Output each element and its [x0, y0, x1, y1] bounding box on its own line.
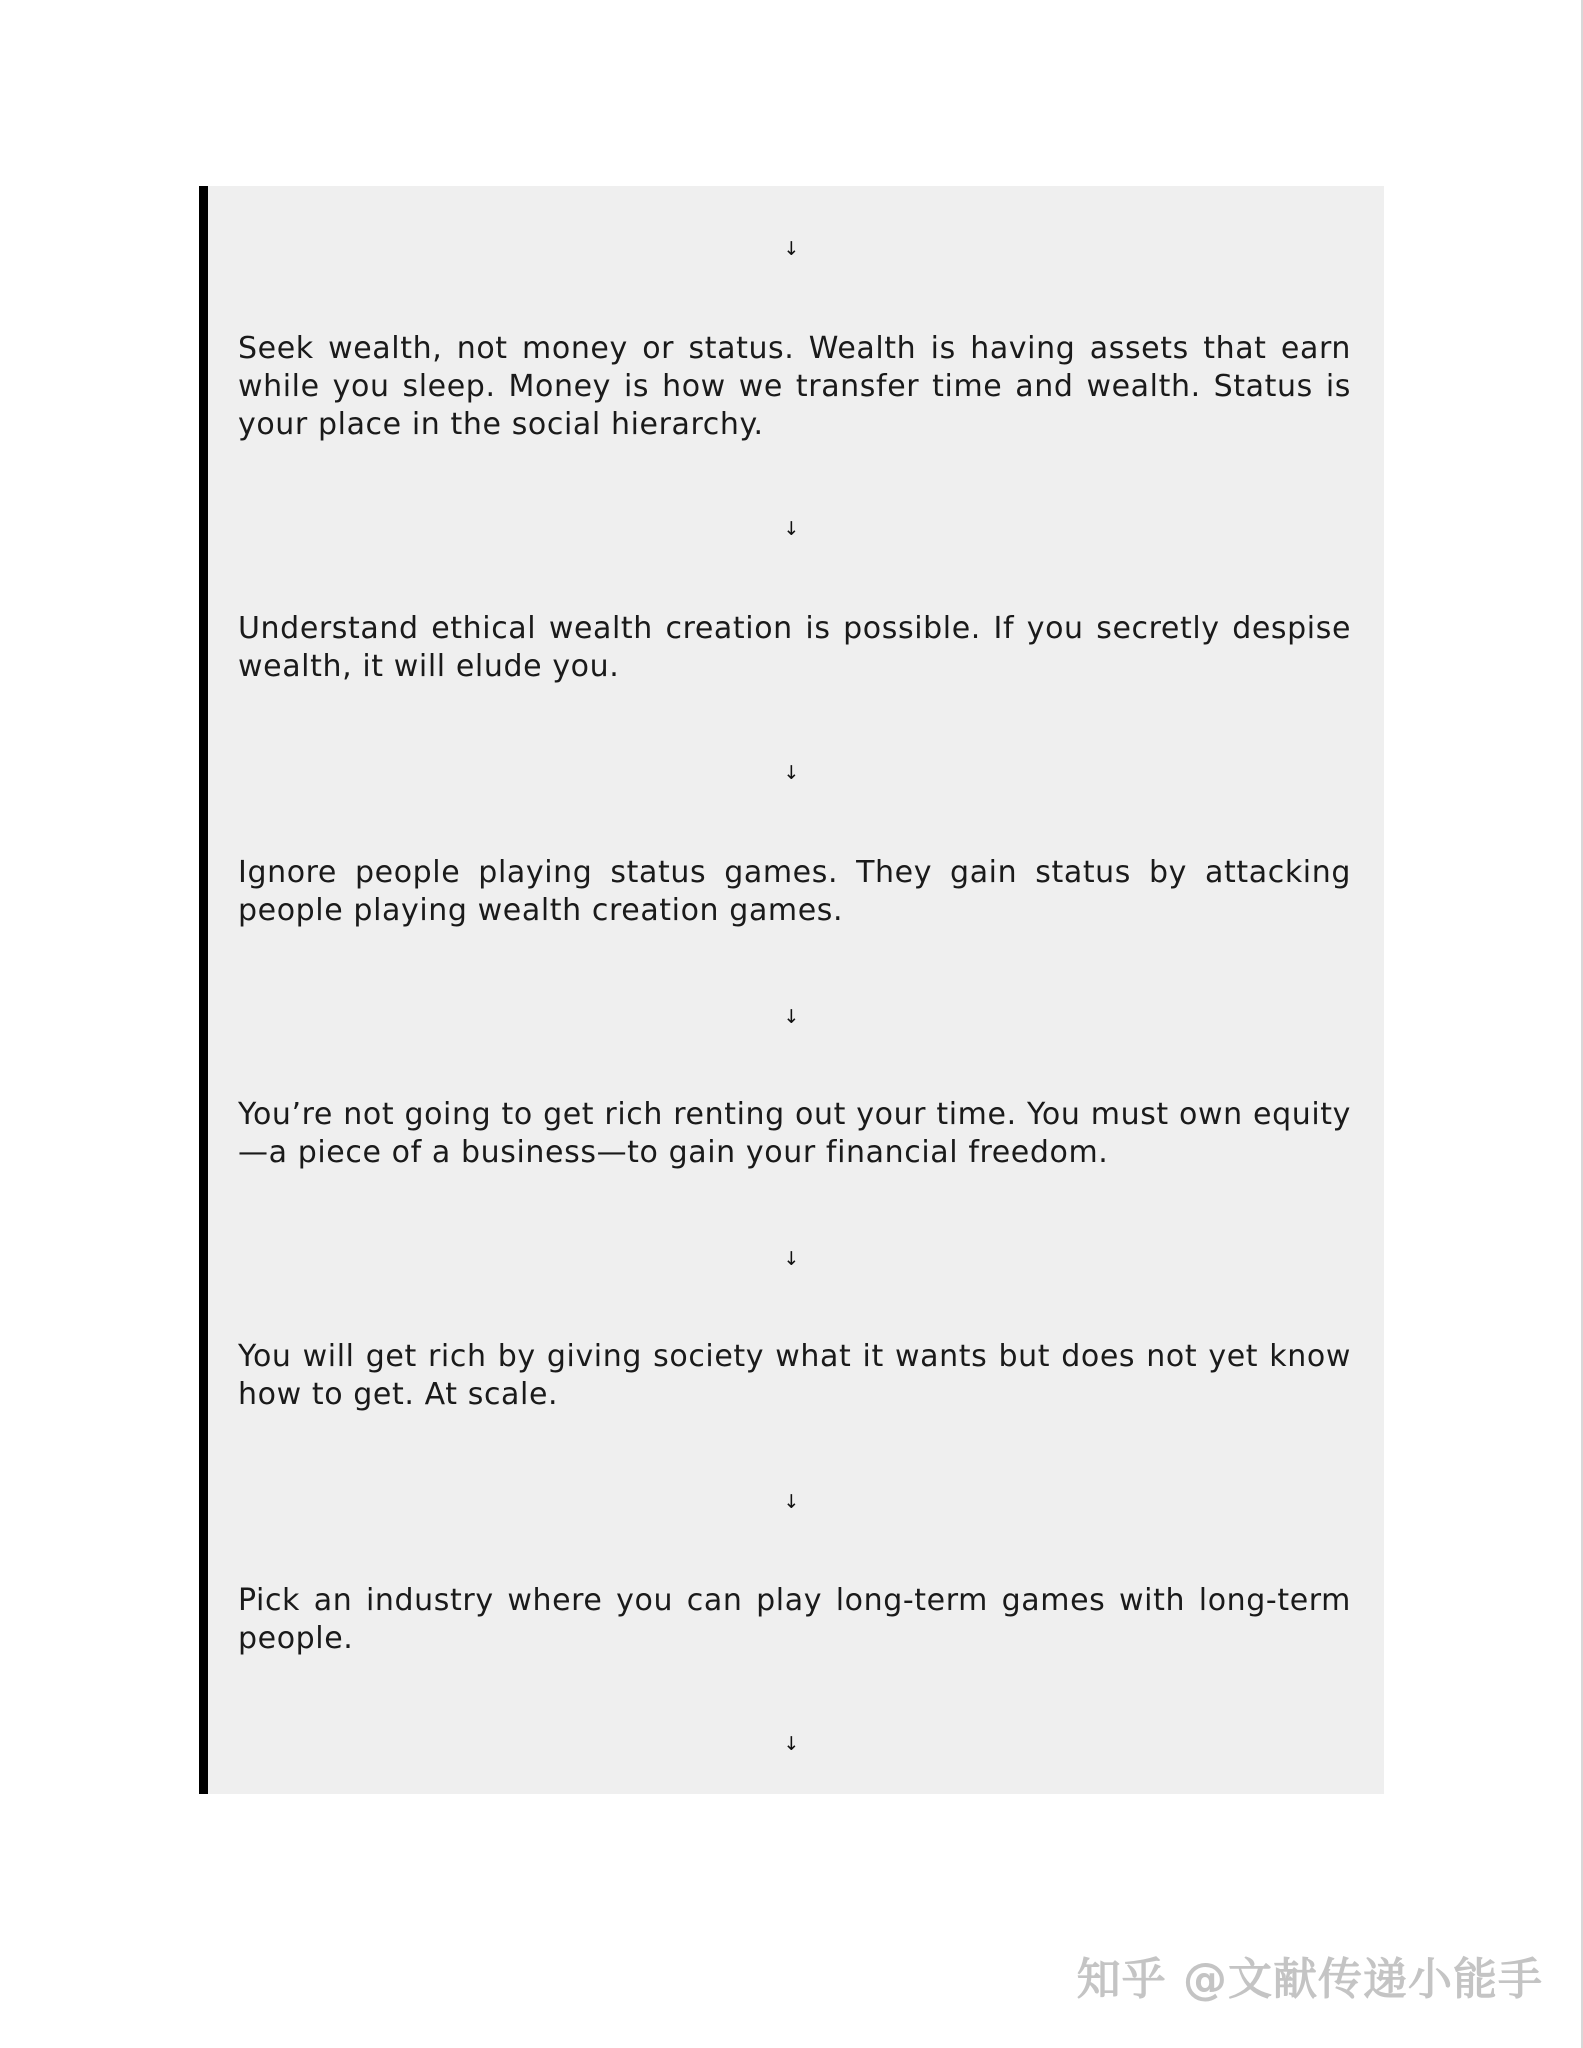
down-arrow-icon: ↓	[783, 1491, 800, 1513]
down-arrow-icon: ↓	[783, 1006, 800, 1028]
down-arrow-icon: ↓	[783, 762, 800, 784]
paragraph-seek-wealth: Seek wealth, not money or status. Wealth is having assets that earn while you sleep. Money is how we transfer time and wealth. Status is your place in the social hierarchy.	[238, 331, 1351, 442]
down-arrow-icon: ↓	[783, 238, 800, 260]
down-arrow-icon: ↓	[783, 518, 800, 540]
paragraph-status-games: Ignore people playing status games. They gain status by attacking people playing wealth creation games.	[238, 855, 1351, 928]
quote-bar	[199, 186, 208, 1794]
down-arrow-icon: ↓	[783, 1733, 800, 1755]
quote-block	[199, 186, 1384, 1794]
paragraph-long-term-games: Pick an industry where you can play long-term games with long-term people.	[238, 1583, 1351, 1656]
paragraph-give-society: You will get rich by giving society what it wants but does not yet know how to get. At scale.	[238, 1339, 1351, 1412]
paragraph-own-equity: You’re not going to get rich renting out your time. You must own equity—a piece of a business—to gain your financial freedom.	[238, 1097, 1351, 1170]
watermark: 知乎 @文献传递小能手	[1076, 1954, 1543, 2005]
down-arrow-icon: ↓	[783, 1248, 800, 1270]
paragraph-ethical-wealth: Understand ethical wealth creation is possible. If you secretly despise wealth, it will elude you.	[238, 611, 1351, 684]
